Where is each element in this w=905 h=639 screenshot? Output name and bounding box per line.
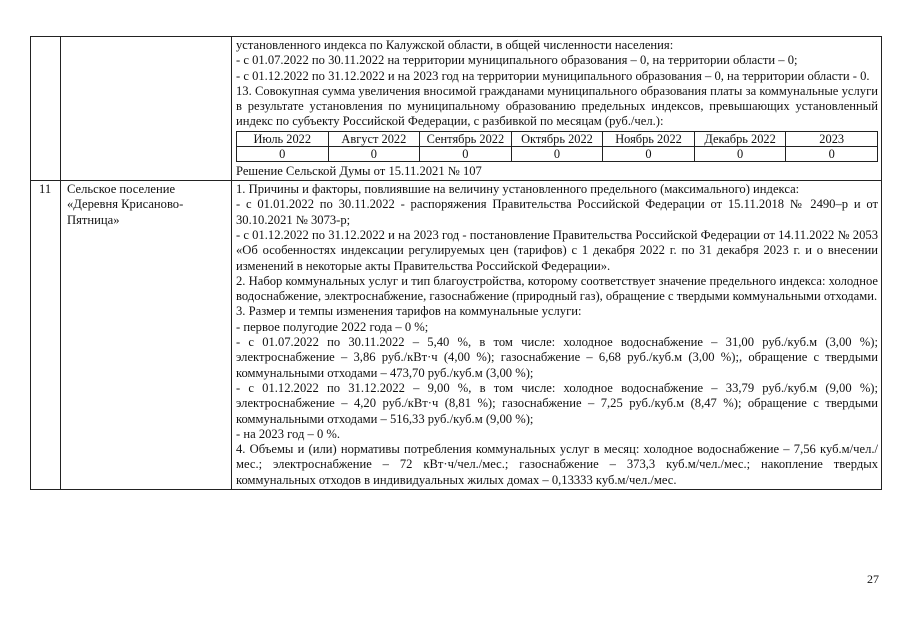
municipality-name-cell: Сельское поселение «Деревня Крисаново-Пятница» — [61, 181, 232, 490]
paragraph: - на 2023 год – 0 %. — [236, 426, 341, 441]
paragraph: - с 01.07.2022 по 30.11.2022 на территории муниципального образования – 0, на территории области – 0; — [236, 53, 798, 68]
month-value: 0 — [328, 146, 420, 161]
row-number-cell: 11 — [31, 181, 61, 490]
month-header-row — [237, 131, 878, 146]
month-header: Сентябрь 2022 — [420, 131, 512, 146]
monthly-sum-table — [236, 131, 878, 162]
paragraph: - с 01.01.2022 по 30.11.2022 - распоряжения Правительства Российской Федерации от 15.11.2018 № 2490–р и от 30.10.2021 № 3073-р; — [236, 197, 878, 227]
month-value: 0 — [694, 146, 786, 161]
month-value: 0 — [603, 146, 695, 161]
month-header: Ноябрь 2022 — [603, 131, 695, 146]
paragraph: 1. Причины и факторы, повлиявшие на величину установленного предельного (максимального) индекса: — [236, 182, 800, 197]
paragraph: 4. Объемы и (или) нормативы потребления коммунальных услуг в месяц: холодное водоснабжение – 7,56 куб.м/чел./мес.; электроснабжение – 72 кВт·ч/чел./мес.; газоснабжение – 373,3 куб.м/чел./мес.; накопление твердых коммунальных отходов в индивидуальных жилых домах – 0,13333 куб.м/чел./мес. — [236, 442, 878, 487]
month-value: 0 — [420, 146, 512, 161]
table-row — [31, 37, 882, 181]
paragraph: 3. Размер и темпы изменения тарифов на коммунальные услуги: — [236, 304, 582, 319]
row-number-cell — [31, 37, 61, 181]
month-value: 0 — [786, 146, 878, 161]
month-header: Июль 2022 — [237, 131, 329, 146]
month-header: Декабрь 2022 — [694, 131, 786, 146]
paragraph: - с 01.12.2022 по 31.12.2022 и на 2023 год на территории муниципального образования – 0, на территории области - 0. — [236, 68, 870, 83]
paragraph: - с 01.12.2022 по 31.12.2022 и на 2023 год - постановление Правительства Российской Федерации от 14.11.2022 № 2053 «Об особенностях индексации регулируемых цен (тарифов) с 1 декабря 2022 г. по 31 декабря 2023 г. и о внесении изменений в некоторые акты Правительства Российской Федерации». — [236, 227, 878, 273]
page-number: 27 — [867, 572, 879, 586]
document-table — [30, 36, 882, 490]
paragraph: - первое полугодие 2022 года – 0 %; — [236, 319, 429, 334]
month-header: Октябрь 2022 — [511, 131, 603, 146]
decision-reference: Решение Сельской Думы от 15.11.2021 № 107 — [236, 163, 482, 178]
table-row — [31, 181, 882, 490]
paragraph: 13. Совокупная сумма увеличения вносимой гражданами муниципального образования платы за коммунальные услуги в результате установления по муниципальному образованию предельных индексов, превышающих установленный индекс по субъекту Российской Федерации, с разбивкой по месяцам (руб./чел.): — [236, 83, 878, 129]
month-value-row — [237, 146, 878, 161]
paragraph: - с 01.07.2022 по 30.11.2022 – 5,40 %, в том числе: холодное водоснабжение – 31,00 руб./куб.м (3,00 %); электроснабжение – 3,86 руб./кВт·ч (4,00 %); газоснабжение – 6,68 руб./куб.м (3,00 %);, обращение с твердыми коммунальными отходами – 473,70 руб./куб.м (3,00 %); — [236, 335, 878, 380]
month-value: 0 — [237, 146, 329, 161]
month-header: Август 2022 — [328, 131, 420, 146]
paragraph: 2. Набор коммунальных услуг и тип благоустройства, которому соответствует значение предельного индекса: холодное водоснабжение, электроснабжение, газоснабжение (природный газ), обращение с твердыми коммунальными отходами. — [236, 273, 878, 304]
municipality-name-cell — [61, 37, 232, 181]
month-value: 0 — [511, 146, 603, 161]
paragraph: установленного индекса по Калужской области, в общей численности населения: — [236, 38, 674, 52]
month-header: 2023 — [786, 131, 878, 146]
description-cell — [232, 37, 882, 181]
description-cell — [232, 181, 882, 490]
paragraph: - с 01.12.2022 по 31.12.2022 – 9,00 %, в том числе: холодное водоснабжение – 33,79 руб./куб.м (9,00 %); электроснабжение – 4,20 руб./кВт·ч (8,81 %); газоснабжение – 7,25 руб./куб.м (8,47 %); обращение с твердыми коммунальными отходами – 516,33 руб./куб.м (9,00 %); — [236, 380, 878, 426]
